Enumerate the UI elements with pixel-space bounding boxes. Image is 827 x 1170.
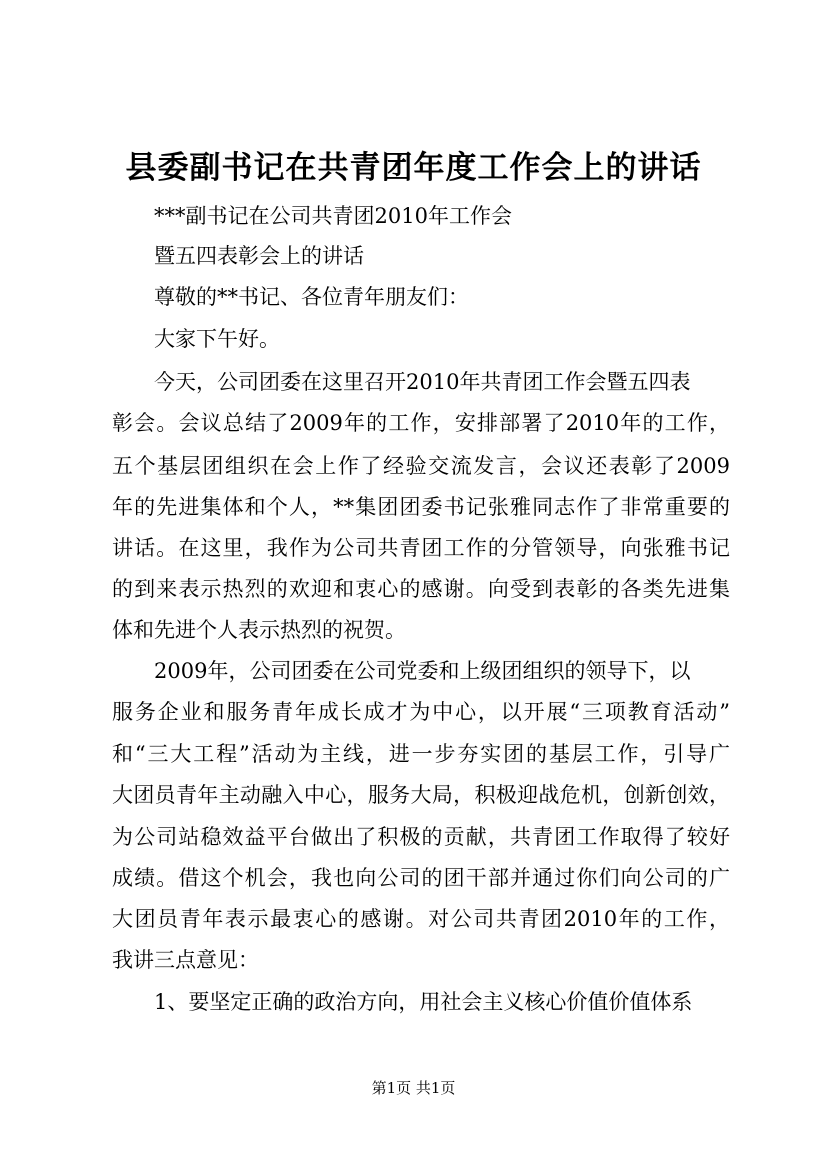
text-line: 五个基层团组织在会上作了经验交流发言，会议还表彰了2009 xyxy=(112,454,730,478)
text-line: 大家下午好。 xyxy=(154,327,280,351)
text-line: ***副书记在公司共青团2010年工作会 xyxy=(154,204,512,228)
text-line: 彰会。会议总结了2009年的工作，安排部署了2010年的工作， xyxy=(112,411,730,435)
text-line: 讲话。在这里，我作为公司共青团工作的分管领导，向张雅书记 xyxy=(112,536,730,560)
text-line: 为公司站稳效益平台做出了积极的贡献，共青团工作取得了较好 xyxy=(112,825,730,849)
text-line: 暨五四表彰会上的讲话 xyxy=(154,244,364,268)
text-line: 成绩。借这个机会，我也向公司的团干部并通过你们向公司的广 xyxy=(112,866,730,890)
text-line: 服务企业和服务青年成长成才为中心，以开展“三项教育活动” xyxy=(112,700,730,724)
text-line: 的到来表示热烈的欢迎和衷心的感谢。向受到表彰的各类先进集 xyxy=(112,577,730,601)
text-line: 体和先进个人表示热烈的祝贺。 xyxy=(112,618,406,642)
text-line: 2009年，公司团委在公司党委和上级团组织的领导下，以 xyxy=(154,659,691,683)
text-line: 我讲三点意见： xyxy=(112,948,259,972)
text-line: 大团员青年主动融入中心，服务大局，积极迎战危机，创新创效， xyxy=(112,783,730,807)
text-line: 年的先进集体和个人，**集团团委书记张雅同志作了非常重要的 xyxy=(112,495,730,519)
text-line: 尊敬的**书记、各位青年朋友们： xyxy=(154,285,469,309)
text-line: 1、要坚定正确的政治方向，用社会主义核心价值价值体系 xyxy=(154,990,693,1014)
page-number-footer: 第1页 共1页 xyxy=(371,1079,456,1097)
text-line: 和“三大工程”活动为主线，进一步夯实团的基层工作，引导广 xyxy=(112,742,730,766)
text-line: 今天，公司团委在这里召开2010年共青团工作会暨五四表 xyxy=(154,370,691,394)
document-title: 县委副书记在共青团年度工作会上的讲话 xyxy=(125,150,702,186)
text-line: 大团员青年表示最衷心的感谢。对公司共青团2010年的工作， xyxy=(112,907,730,931)
